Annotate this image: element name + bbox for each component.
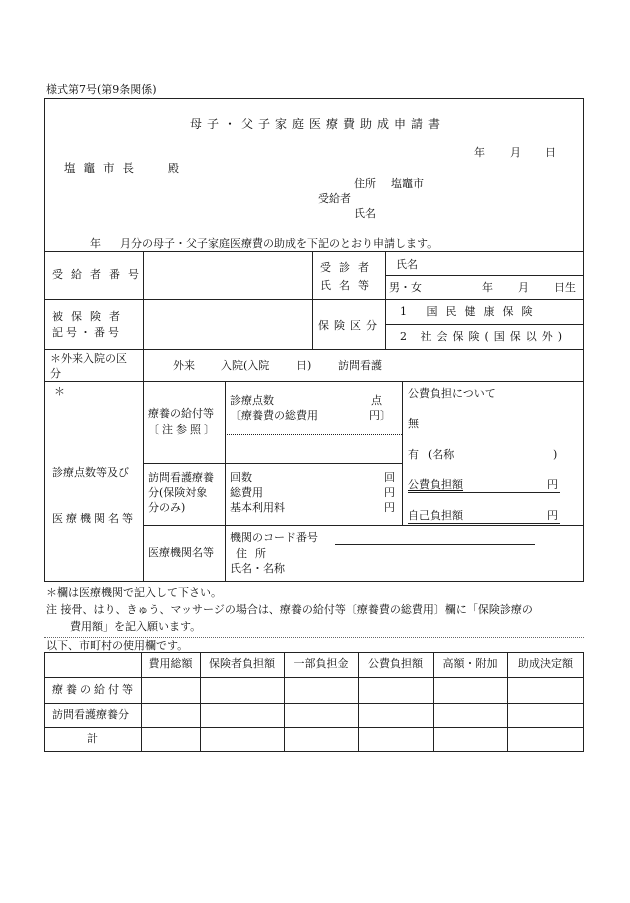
visit-inpatient[interactable]: 入院(入院 xyxy=(221,359,270,372)
row-label: 訪問看護療養分 xyxy=(52,708,129,721)
grid-line xyxy=(143,299,144,349)
note-line2: 費用額」を記入願います。 xyxy=(70,620,202,633)
institution-label: 医療機関名等 xyxy=(148,546,214,559)
nursing-total-label: 総費用 xyxy=(230,486,263,499)
grid-line xyxy=(385,324,584,325)
grid-line xyxy=(402,381,403,525)
birth-month: 月 xyxy=(518,281,529,294)
home-nursing-label-line2: 分(保険対象 xyxy=(148,486,208,499)
patient-name-label: 氏名 xyxy=(396,258,418,271)
addressee: 塩竈市長 xyxy=(64,161,142,175)
column-header: 高額・附加 xyxy=(442,657,498,670)
total-cost-unit: 円〕 xyxy=(369,409,391,422)
points-unit: 点 xyxy=(371,394,382,407)
address-value[interactable]: 塩竈市 xyxy=(391,177,424,190)
medical-benefits-label: 療養の給付等 xyxy=(148,407,214,420)
insured-label-line1: 被保険者 xyxy=(52,310,128,323)
home-nursing-label-line1: 訪問看護療養 xyxy=(148,471,214,484)
insurance-option-national[interactable]: 1 国民健康保険 xyxy=(400,305,541,318)
institution-name-label: 氏名・名称 xyxy=(230,562,285,575)
birth-day: 日生 xyxy=(554,281,576,294)
grid-line xyxy=(385,275,584,276)
public-burden-heading: 公費負担について xyxy=(408,387,496,400)
grid-line xyxy=(143,463,402,464)
medical-benefits-note: 〔注参照〕 xyxy=(148,423,218,436)
grid-line xyxy=(44,251,584,252)
date-month: 月 xyxy=(510,146,521,159)
form-number: 様式第7号(第9条関係) xyxy=(46,83,157,96)
public-burden-name-close: ) xyxy=(553,448,558,461)
basic-fee-label: 基本利用料 xyxy=(230,501,285,514)
date-day: 日 xyxy=(545,146,556,159)
section-label-line1: 診療点数等及び xyxy=(52,466,129,479)
date-year: 年 xyxy=(474,146,485,159)
public-burden-amount-unit: 円 xyxy=(547,478,558,491)
request-year: 年 xyxy=(90,237,101,250)
patient-label-line1: 受診者 xyxy=(320,261,377,274)
grid-line xyxy=(385,251,386,349)
grid-line xyxy=(143,349,144,381)
self-burden-label: 自己負担額 xyxy=(408,509,463,522)
note-line1: 注 接骨、はり、きゅう、マッサージの場合は、療養の給付等〔療養費の総費用〕欄に「保険診療の xyxy=(46,603,533,616)
address-label: 住所 xyxy=(354,177,376,190)
visit-type-label-line2: 分 xyxy=(50,367,61,380)
honorific: 殿 xyxy=(168,162,179,175)
public-burden-amount-label: 公費負担額 xyxy=(408,478,463,491)
office-use-caption: 以下、市町村の使用欄です。 xyxy=(46,639,189,652)
recipient-label: 受給者 xyxy=(318,192,351,205)
insurance-class-label: 保険区分 xyxy=(318,319,382,332)
grid-line xyxy=(44,677,584,678)
grid-line xyxy=(225,381,226,582)
request-sentence: 月分の母子・父子家庭医療費の助成を下記のとおり申請します。 xyxy=(120,237,439,250)
grid-line xyxy=(225,434,402,435)
column-header: 公費負担額 xyxy=(368,657,423,670)
birth-year: 年 xyxy=(482,281,493,294)
visit-outpatient[interactable]: 外来 xyxy=(173,359,195,372)
cut-line xyxy=(44,637,584,638)
grid-line xyxy=(44,299,584,300)
grid-line xyxy=(44,703,584,704)
recipient-number-label: 受給者番号 xyxy=(52,268,147,281)
note-asterisk: ＊欄は医療機関で記入して下さい。 xyxy=(46,586,222,599)
grid-line xyxy=(44,381,584,382)
visits-unit: 回 xyxy=(384,471,395,484)
grid-line xyxy=(44,349,584,350)
patient-label-line2: 氏名等 xyxy=(320,279,377,292)
home-nursing-label-line3: 分のみ) xyxy=(148,501,186,514)
asterisk-mark: ＊ xyxy=(54,385,65,398)
grid-line xyxy=(143,525,584,526)
grid-line xyxy=(143,381,144,582)
public-burden-name-label: (名称 xyxy=(428,448,455,461)
grid-line xyxy=(312,251,313,349)
section-label-line2: 医療機関名等 xyxy=(52,512,136,525)
row-label: 療養の給付等 xyxy=(52,683,136,696)
row-label: 計 xyxy=(87,732,98,745)
public-burden-exists[interactable]: 有 xyxy=(408,448,419,461)
grid-line xyxy=(44,727,584,728)
underline xyxy=(408,523,560,524)
visit-type-label-line1: ＊外来入院の区 xyxy=(50,352,127,365)
points-label: 診療点数 xyxy=(230,394,274,407)
visits-label: 回数 xyxy=(230,471,252,484)
column-header: 一部負担金 xyxy=(293,657,349,670)
underline xyxy=(408,492,560,493)
sex-options[interactable]: 男・女 xyxy=(389,281,422,294)
code-underline xyxy=(335,544,535,545)
basic-fee-unit: 円 xyxy=(384,501,395,514)
public-burden-none[interactable]: 無 xyxy=(408,417,419,430)
column-header: 費用総額 xyxy=(148,657,193,670)
institution-address-label: 住所 xyxy=(236,547,274,560)
column-header: 助成決定額 xyxy=(518,657,573,670)
name-label: 氏名 xyxy=(354,207,376,220)
institution-code-label: 機関のコード番号 xyxy=(230,531,318,544)
visit-inpatient-days: 日) xyxy=(296,359,312,372)
nursing-total-unit: 円 xyxy=(384,486,395,499)
form-title: 母子・父子家庭医療費助成申請書 xyxy=(190,117,446,131)
insurance-option-social[interactable]: 2 社会保険(国保以外) xyxy=(400,330,568,343)
visit-home-nursing[interactable]: 訪問看護 xyxy=(338,359,382,372)
total-cost-label: 〔療養費の総費用 xyxy=(230,409,318,422)
insured-label-line2: 記号・番号 xyxy=(52,326,122,339)
self-burden-unit: 円 xyxy=(547,509,558,522)
column-header: 保険者負担額 xyxy=(209,657,275,670)
